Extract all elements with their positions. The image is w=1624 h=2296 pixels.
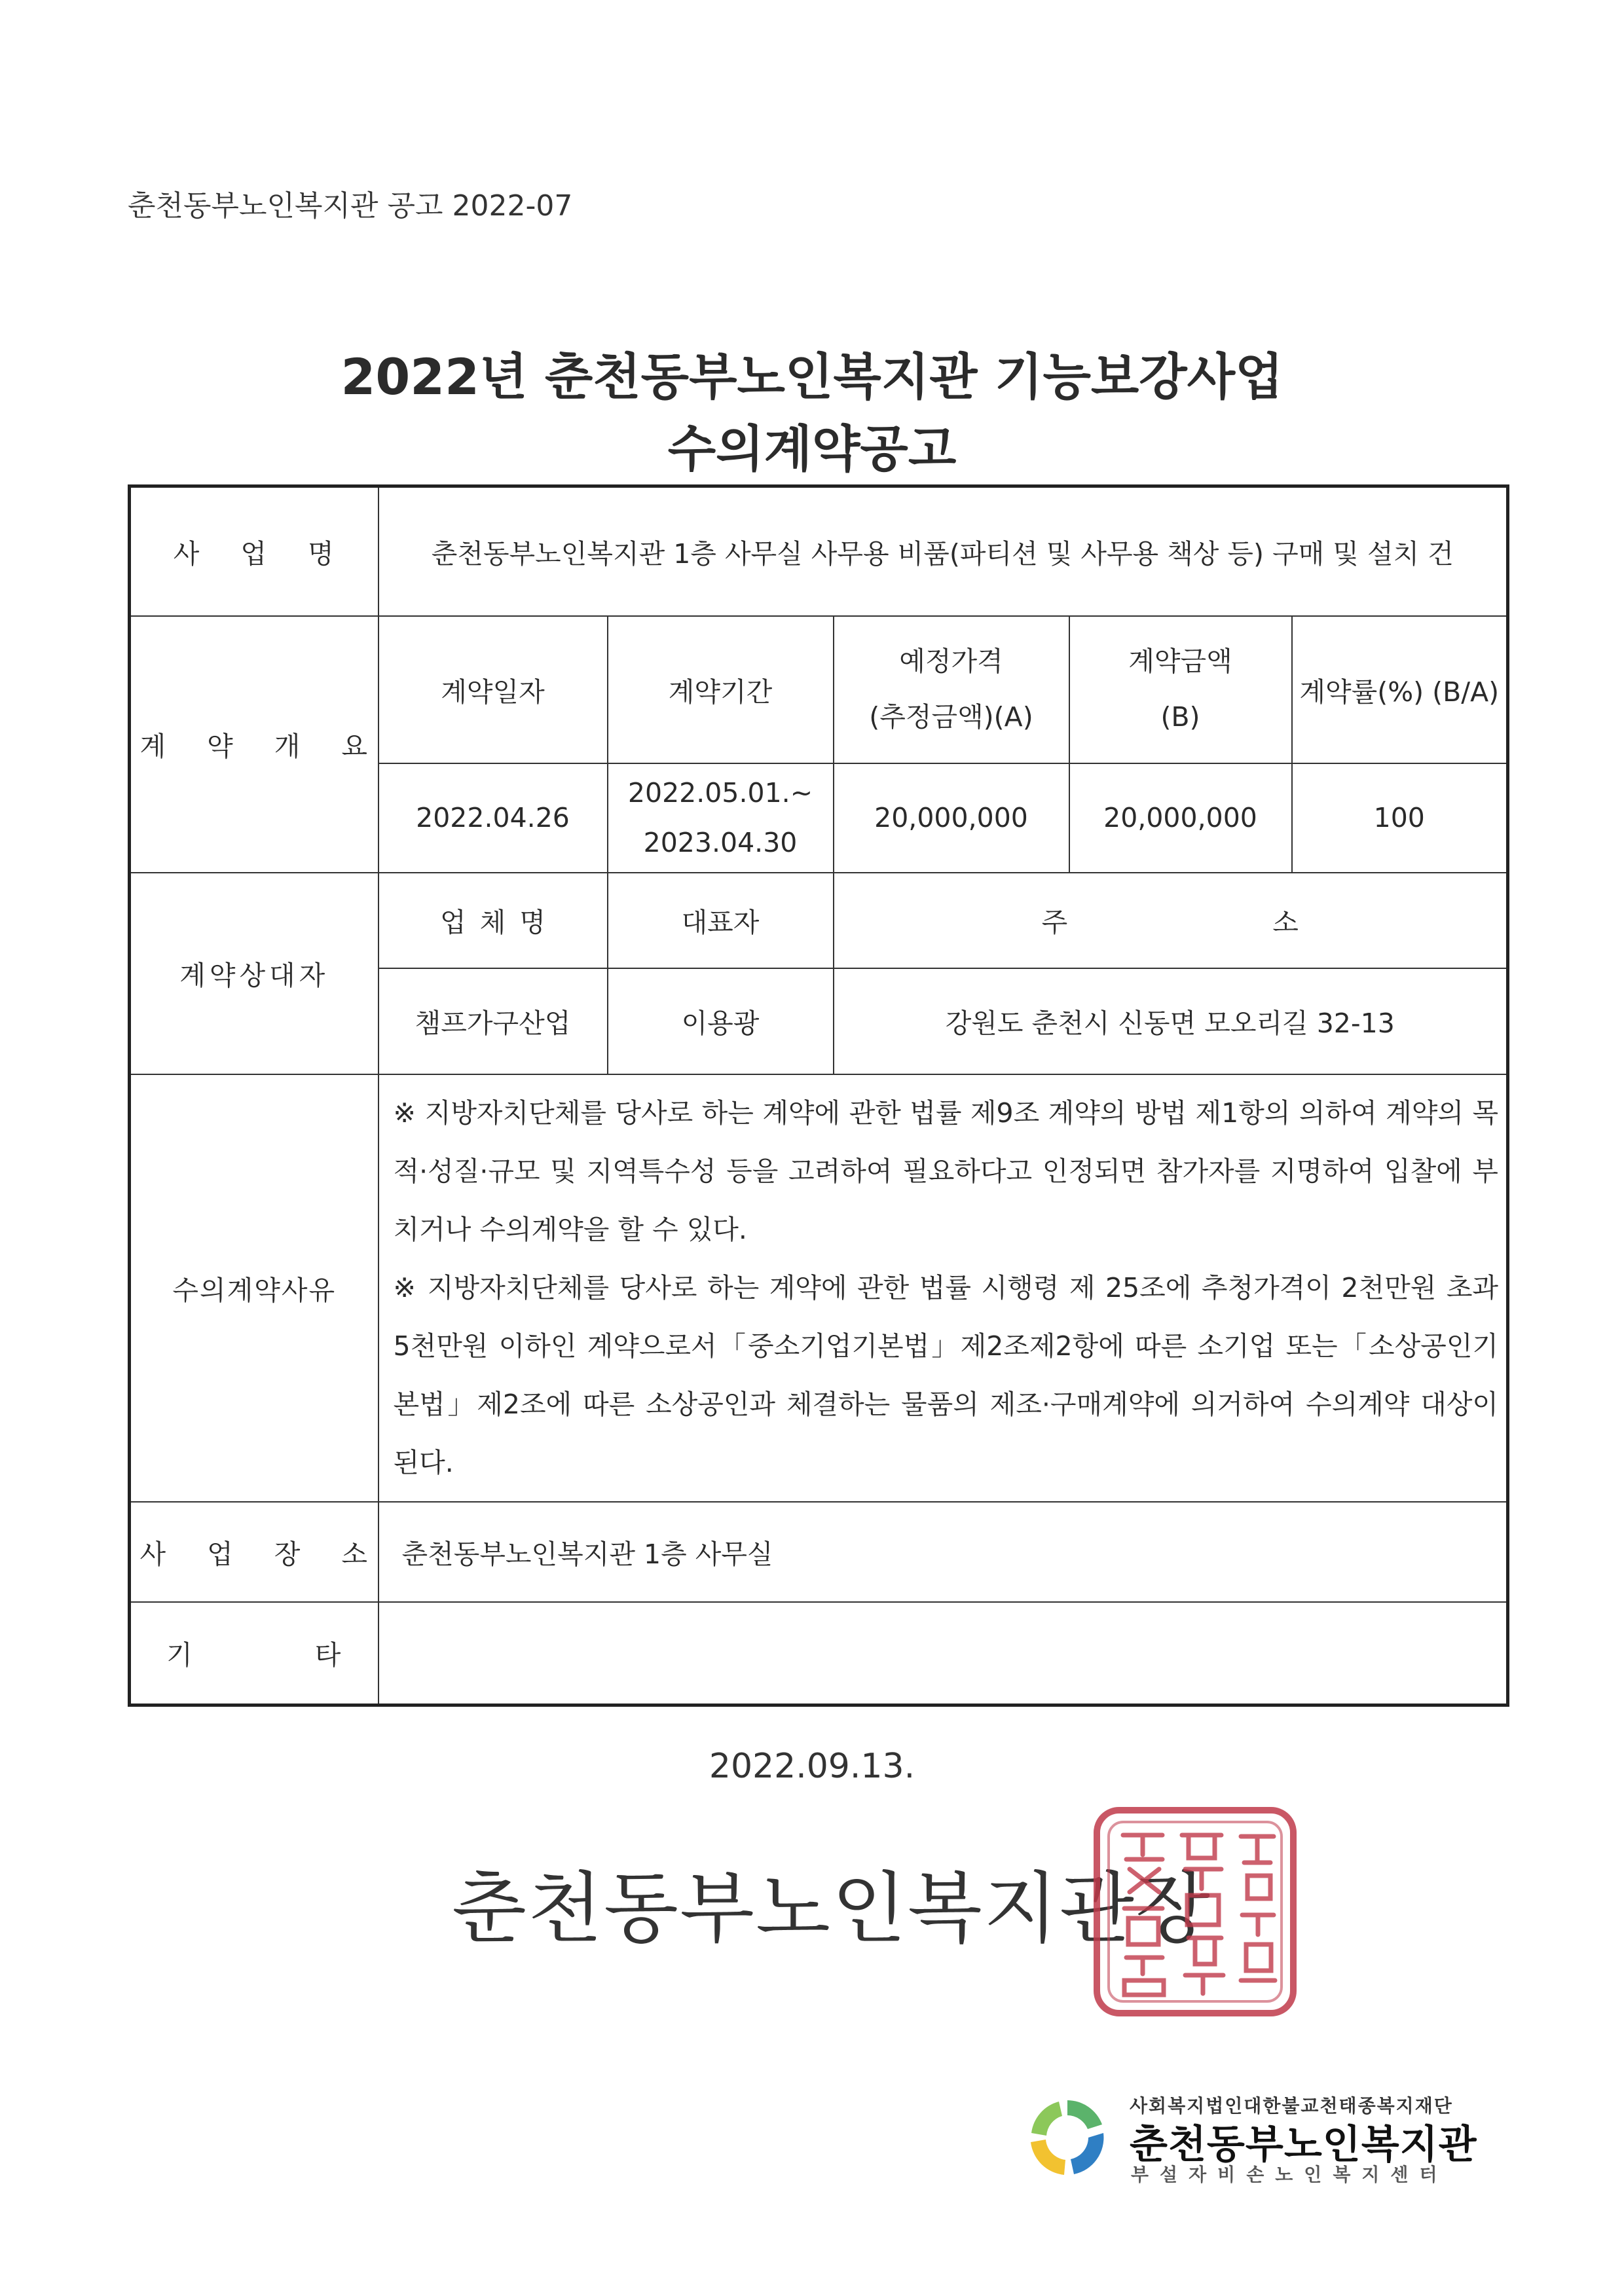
- value-contract-period-line2: 2023.04.30: [643, 827, 798, 858]
- contract-table: [128, 484, 1509, 1707]
- value-contract-date: 2022.04.26: [378, 763, 608, 873]
- value-contract-amount: 20,000,000: [1069, 763, 1292, 873]
- location-label: 사 업 장 소: [130, 1502, 378, 1602]
- reason-paragraph-2: ※ 지방자치단체를 당사로 하는 계약에 관한 법률 시행령 제 25조에 추청가격이 2천만원 초과 5천만원 이하인 계약으로서「중소기업기본법」제2조제2항에 따른 소기업 또는「소상공인기본법」제2조에 따른 소상공인과 체결하는 물품의 제조·구매계약에 의거하여 수의계약 대상이 된다.: [393, 1271, 1499, 1478]
- logo-swirl-icon: [1025, 2095, 1110, 2180]
- value-representative: 이용광: [608, 968, 834, 1074]
- logo-top-line: 사회복지법인대한불교천태종복지재단: [1130, 2095, 1453, 2117]
- notice-number: 춘천동부노인복지관 공고 2022-07: [128, 189, 573, 223]
- announcement-date: 2022.09.13.: [709, 1747, 915, 1786]
- other-value: [378, 1602, 1508, 1705]
- header-contract-rate: 계약률(%) (B/A): [1292, 616, 1508, 763]
- project-name-value: 춘천동부노인복지관 1층 사무실 사무용 비품(파티션 및 사무용 책상 등) 구매 및 설치 건: [378, 486, 1508, 616]
- reason-text: [378, 1074, 1508, 1502]
- logo-main-name: 춘천동부노인복지관: [1130, 2122, 1477, 2168]
- header-contract-period: 계약기간: [608, 616, 834, 763]
- organization-logo: [1025, 2088, 1496, 2187]
- value-address: 강원도 춘천시 신동면 모오리길 32-13: [834, 968, 1508, 1074]
- header-contract-date: 계약일자: [378, 616, 608, 763]
- location-value: 춘천동부노인복지관 1층 사무실: [378, 1502, 1508, 1602]
- other-label: 기 타: [130, 1602, 378, 1705]
- reason-label: 수의계약사유: [130, 1074, 378, 1502]
- header-representative: 대표자: [608, 873, 834, 968]
- header-estimated-price: [834, 616, 1069, 763]
- project-name-label: 사 업 명: [130, 486, 378, 616]
- reason-paragraph-1: ※ 지방자치단체를 당사로 하는 계약에 관한 법률 제9조 계약의 방법 제1항의 의하여 계약의 목적·성질·규모 및 지역특수성 등을 고려하여 필요하다고 인정되면 참가자를 지명하여 입찰에 부치거나 수의계약을 할 수 있다.: [393, 1097, 1499, 1245]
- header-address: 주 소: [834, 873, 1508, 968]
- official-seal-stamp: [1090, 1804, 1300, 2020]
- header-contract-amount-line1: 계약금액: [1128, 646, 1232, 677]
- header-contract-amount-line2: (B): [1160, 701, 1200, 733]
- signer-name: 춘천동부노인복지관장: [452, 1863, 1211, 1954]
- header-contract-amount: [1069, 616, 1292, 763]
- title-line-2: 수의계약공고: [667, 420, 957, 478]
- value-contract-period-line1: 2022.05.01.~: [627, 777, 813, 809]
- value-company: 챔프가구산업: [378, 968, 608, 1074]
- value-estimated-price: 20,000,000: [834, 763, 1069, 873]
- counterparty-label: 계약상대자: [130, 873, 378, 1074]
- title-line-1: 2022년 춘천동부노인복지관 기능보강사업: [341, 348, 1283, 406]
- header-estimated-price-line1: 예정가격: [899, 646, 1003, 677]
- header-company: 업 체 명: [378, 873, 608, 968]
- contract-overview-label: 계 약 개 요: [130, 616, 378, 873]
- logo-bottom-line: 부설자비손노인복지센터: [1131, 2164, 1449, 2185]
- header-estimated-price-line2: (추정금액)(A): [869, 701, 1033, 733]
- value-contract-rate: 100: [1292, 763, 1508, 873]
- value-contract-period: [608, 763, 834, 873]
